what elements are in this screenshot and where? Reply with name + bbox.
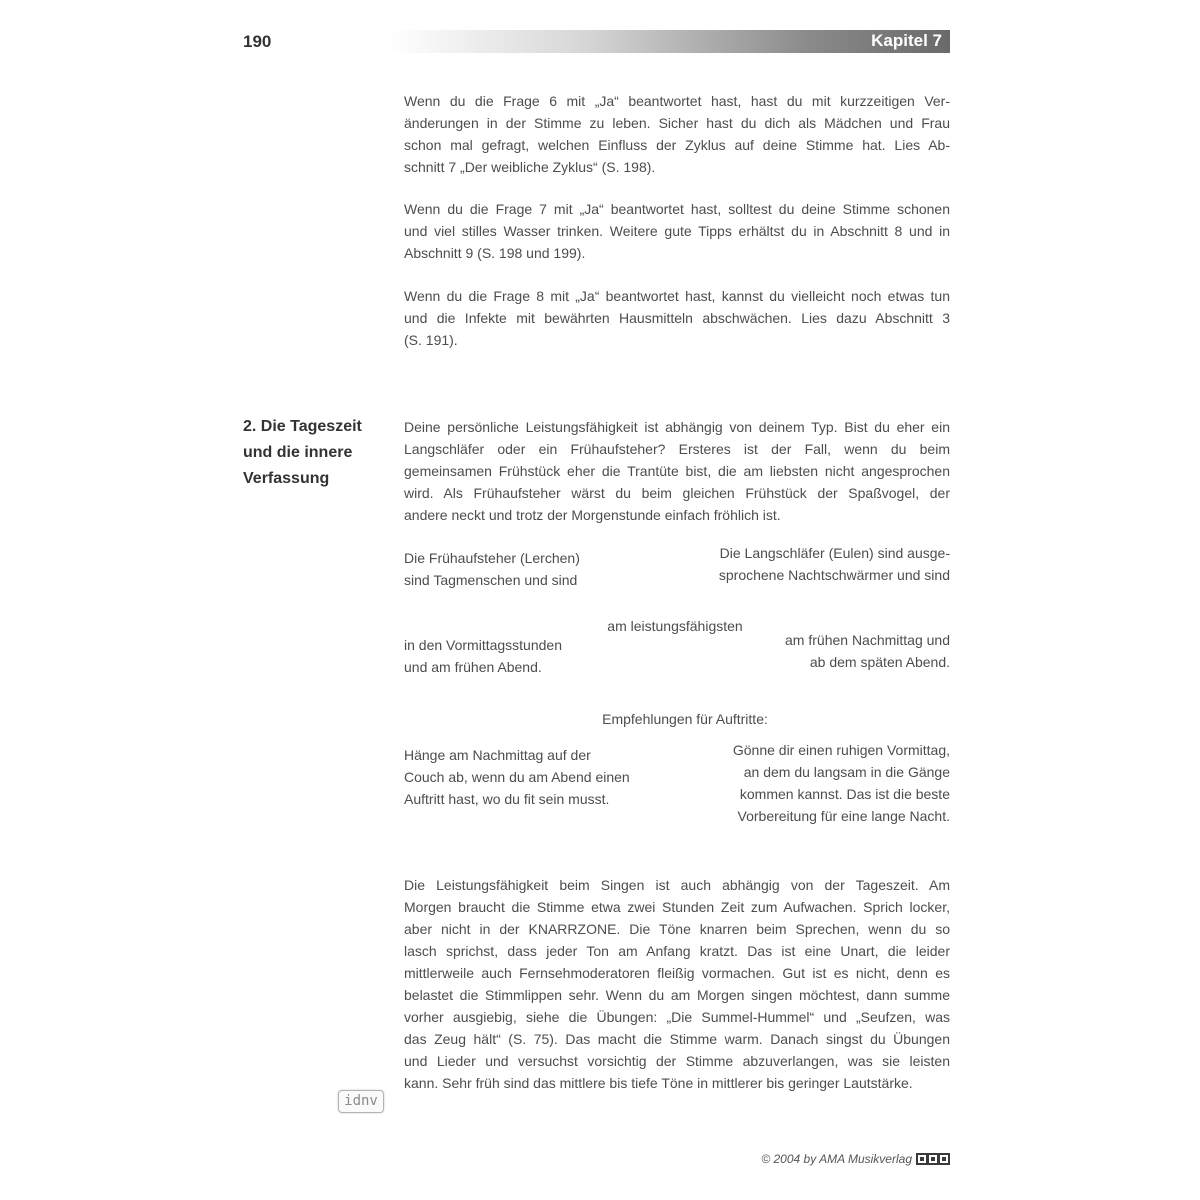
text-line: sind Tagmenschen und sind xyxy=(404,572,578,588)
text-line: mittlerweile auch Fernsehmoderatoren fleißig vormachen. Gut ist es nicht, denn es xyxy=(404,965,950,981)
text-line: am frühen Nachmittag und xyxy=(785,632,950,648)
text-line: aber nicht in der KNARRZONE. Die Töne knarren beim Sprechen, wenn du so xyxy=(404,921,950,937)
text-line: und viel stilles Wasser trinken. Weitere gute Tipps erhältst du in Abschnitt 8 und in xyxy=(404,223,950,239)
ama-logo-icon xyxy=(916,1153,950,1165)
owls-intro xyxy=(650,542,950,586)
text-line: Die Frühaufsteher (Lerchen) xyxy=(404,550,580,566)
text-line: ab dem späten Abend. xyxy=(809,654,950,670)
text-line: gemeinsamen Frühstück eher die Trantüte bist, die am liebsten nicht angesprochen xyxy=(404,463,950,479)
text-line: Wenn du die Frage 8 mit „Ja“ beantwortet hast, kannst du vielleicht noch etwas tun xyxy=(404,288,950,304)
text-line: Empfehlungen für Auftritte: xyxy=(602,711,768,727)
section-intro xyxy=(404,416,950,526)
paragraph-frage-8 xyxy=(404,285,950,351)
text-line: Deine persönliche Leistungsfähigkeit ist abhängig von deinem Typ. Bist du eher ein xyxy=(404,419,950,435)
text-line: und die Infekte mit bewährten Hausmitteln abschwächen. Lies dazu Abschnitt 3 xyxy=(404,310,950,326)
section-heading xyxy=(243,414,393,492)
closing-paragraph xyxy=(404,874,950,1094)
copyright-footer: © 2004 by AMA Musikverlag xyxy=(761,1152,912,1166)
text-line: kommen kannst. Das ist die beste xyxy=(739,786,950,802)
text-line: sprochene Nachtschwärmer und sind xyxy=(718,567,950,583)
watermark-badge: idnv xyxy=(338,1090,384,1113)
text-line: Abschnitt 9 (S. 198 und 199). xyxy=(404,245,586,261)
text-line: schon mal gefragt, welchen Einfluss der Zyklus auf deine Stimme hat. Lies Ab- xyxy=(404,137,950,153)
heading-line: 2. Die Tageszeit xyxy=(243,418,362,435)
text-line: Hänge am Nachmittag auf der xyxy=(404,747,591,763)
chapter-bar xyxy=(390,30,950,53)
text-line: (S. 191). xyxy=(404,332,458,348)
text-line: in den Vormittagsstunden xyxy=(404,637,562,653)
text-line: lasch sprichst, dass jeder Ton am Anfang kratzt. Das ist eine Unart, die leider xyxy=(404,943,950,959)
heading-line: Verfassung xyxy=(243,470,330,487)
text-line: an dem du langsam in die Gänge xyxy=(743,764,950,780)
text-line: schnitt 7 „Der weibliche Zyklus“ (S. 198). xyxy=(404,159,656,175)
text-line: Wenn du die Frage 7 mit „Ja“ beantwortet hast, solltest du deine Stimme schonen xyxy=(404,201,950,217)
text-line: Langschläfer oder ein Frühaufsteher? Ersteres ist der Fall, wenn du beim xyxy=(404,441,950,457)
text-line: Morgen braucht die Stimme etwa zwei Stunden Zeit zum Aufwachen. Sprich locker, xyxy=(404,899,950,915)
text-line: Couch ab, wenn du am Abend einen xyxy=(404,769,630,785)
heading-line: und die innere xyxy=(243,444,353,461)
text-line: vorher ausgiebig, siehe die Übungen: „Die Summel-Hummel“ und „Seufzen, was xyxy=(404,1009,950,1025)
text-line: andere neckt und trotz der Morgenstunde einfach fröhlich ist. xyxy=(404,507,781,523)
owls-recommendation xyxy=(650,739,950,827)
paragraph-frage-6 xyxy=(404,90,950,178)
text-line: Auftritt hast, wo du fit sein musst. xyxy=(404,791,610,807)
text-line: das Zeug hält“ (S. 75). Das macht die Stimme warm. Danach singst du Übungen xyxy=(404,1031,950,1047)
text-line: und Lieder und versuchst vorsichtig der Stimme abzuverlangen, was sie leisten xyxy=(404,1053,950,1069)
text-line: änderungen in der Stimme zu leben. Sicher hast du dich als Mädchen und Frau xyxy=(404,115,950,131)
text-line: Gönne dir einen ruhigen Vormittag, xyxy=(732,742,950,758)
text-line: Die Langschläfer (Eulen) sind ausge- xyxy=(719,545,950,561)
owls-times xyxy=(650,629,950,673)
text-line: am leistungsfähigsten xyxy=(607,618,743,634)
text-line: belastet die Stimmlippen sehr. Wenn du am Morgen singen möchtest, dann summe xyxy=(404,987,950,1003)
recommendations-title xyxy=(540,708,830,730)
text-line: wird. Als Frühaufsteher wärst du beim gleichen Frühstück der Spaßvogel, der xyxy=(404,485,950,501)
paragraph-frage-7 xyxy=(404,198,950,264)
text-line: kann. Sehr früh sind das mittlere bis tiefe Töne in mittlerer bis geringer Lautstärke. xyxy=(404,1075,913,1091)
text-line: Wenn du die Frage 6 mit „Ja“ beantwortet hast, hast du mit kurzzeitigen Ver- xyxy=(404,93,950,109)
text-line: Die Leistungsfähigkeit beim Singen ist auch abhängig von der Tageszeit. Am xyxy=(404,877,950,893)
text-line: und am frühen Abend. xyxy=(404,659,542,675)
text-line: Vorbereitung für eine lange Nacht. xyxy=(737,808,950,824)
chapter-label: Kapitel 7 xyxy=(871,31,942,50)
page-number: 190 xyxy=(243,32,272,51)
